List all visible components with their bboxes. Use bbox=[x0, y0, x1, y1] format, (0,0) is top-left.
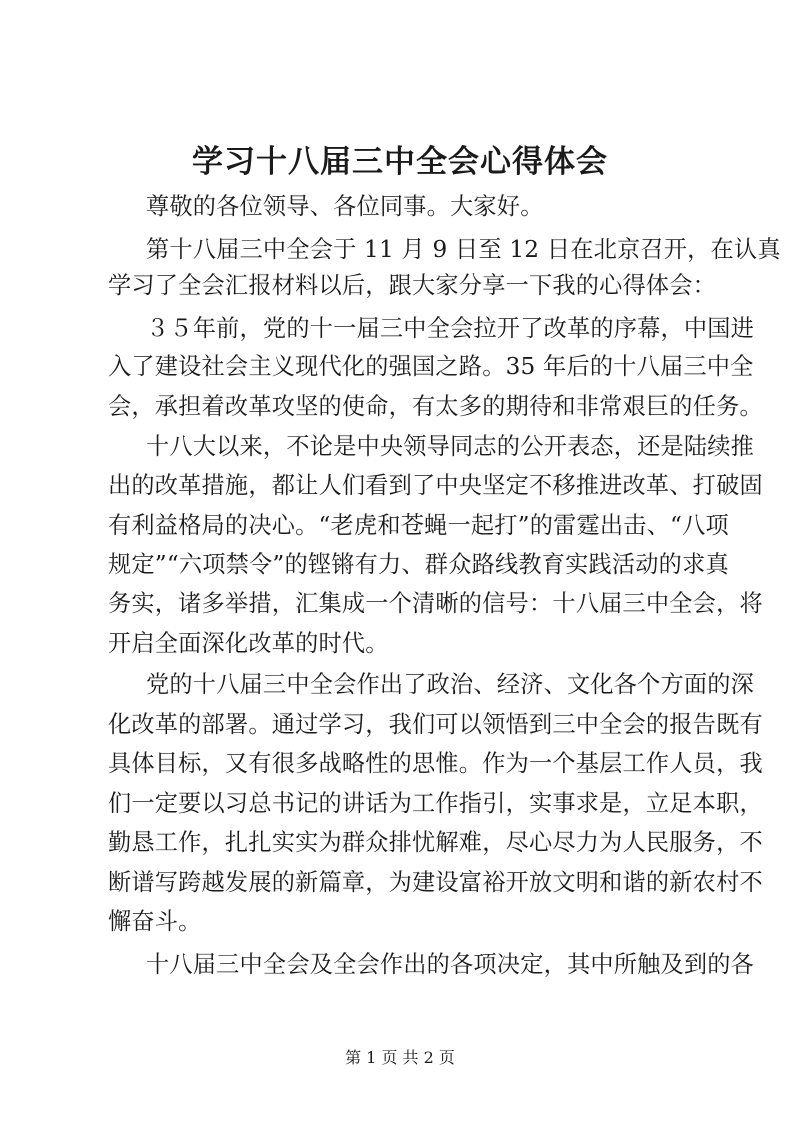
paragraph-3-line-1: 十八大以来，不论是中央领导同志的公开表态，还是陆续推 bbox=[146, 433, 755, 460]
greeting-line: 尊敬的各位领导、各位同事。大家好。 bbox=[146, 193, 544, 220]
paragraph-4-line-5: 勤恳工作，扎扎实实为群众排忧解难，尽心尽力为人民服务，不 bbox=[108, 829, 763, 856]
paragraph-2-line-2: 入了建设社会主义现代化的强国之路。35 年后的十八届三中全 bbox=[108, 353, 754, 380]
paragraph-1-line-2: 学习了全会汇报材料以后，跟大家分享一下我的心得体会： bbox=[108, 272, 717, 299]
paragraph-3-line-4: 规定”“六项禁令”的铿锵有力、群众路线教育实践活动的求真 bbox=[108, 551, 729, 578]
paragraph-4-line-3: 具体目标，又有很多战略性的思惟。作为一个基层工作人员，我 bbox=[108, 750, 763, 777]
paragraph-4-line-4: 们一定要以习总书记的讲话为工作指引，实事求是，立足本职， bbox=[108, 790, 763, 817]
paragraph-5-line-1: 十八届三中全会及全会作出的各项决定，其中所触及到的各 bbox=[146, 951, 755, 978]
paragraph-3-line-5: 务实，诸多举措，汇集成一个清晰的信号：十八届三中全会，将 bbox=[108, 590, 763, 617]
paragraph-4-line-7: 懈奋斗。 bbox=[108, 908, 202, 935]
page-number-footer: 第 1 页 共 2 页 bbox=[345, 1048, 455, 1067]
document-title: 学习十八届三中全会心得体会 bbox=[192, 144, 608, 180]
paragraph-1-line-1: 第十八届三中全会于 11 月 9 日至 12 日在北京召开，在认真 bbox=[146, 236, 781, 263]
paragraph-3-line-3: 有利益格局的决心。“老虎和苍蝇一起打”的雷霆出击、“八项 bbox=[108, 512, 729, 539]
paragraph-4-line-2: 化改革的部署。通过学习，我们可以领悟到三中全会的报告既有 bbox=[108, 711, 763, 738]
paragraph-4-line-1: 党的十八届三中全会作出了政治、经济、文化各个方面的深 bbox=[146, 671, 755, 698]
paragraph-3-line-2: 出的改革措施，都让人们看到了中央坚定不移推进改革、打破固 bbox=[108, 472, 763, 499]
paragraph-4-line-6: 断谱写跨越发展的新篇章，为建设富裕开放文明和谐的新农村不 bbox=[108, 869, 763, 896]
paragraph-2-line-3: 会，承担着改革攻坚的使命，有太多的期待和非常艰巨的任务。 bbox=[108, 393, 763, 420]
paragraph-2-line-1: ３５年前，党的十一届三中全会拉开了改革的序幕，中国进 bbox=[146, 315, 755, 342]
paragraph-3-line-6: 开启全面深化改革的时代。 bbox=[108, 630, 389, 657]
